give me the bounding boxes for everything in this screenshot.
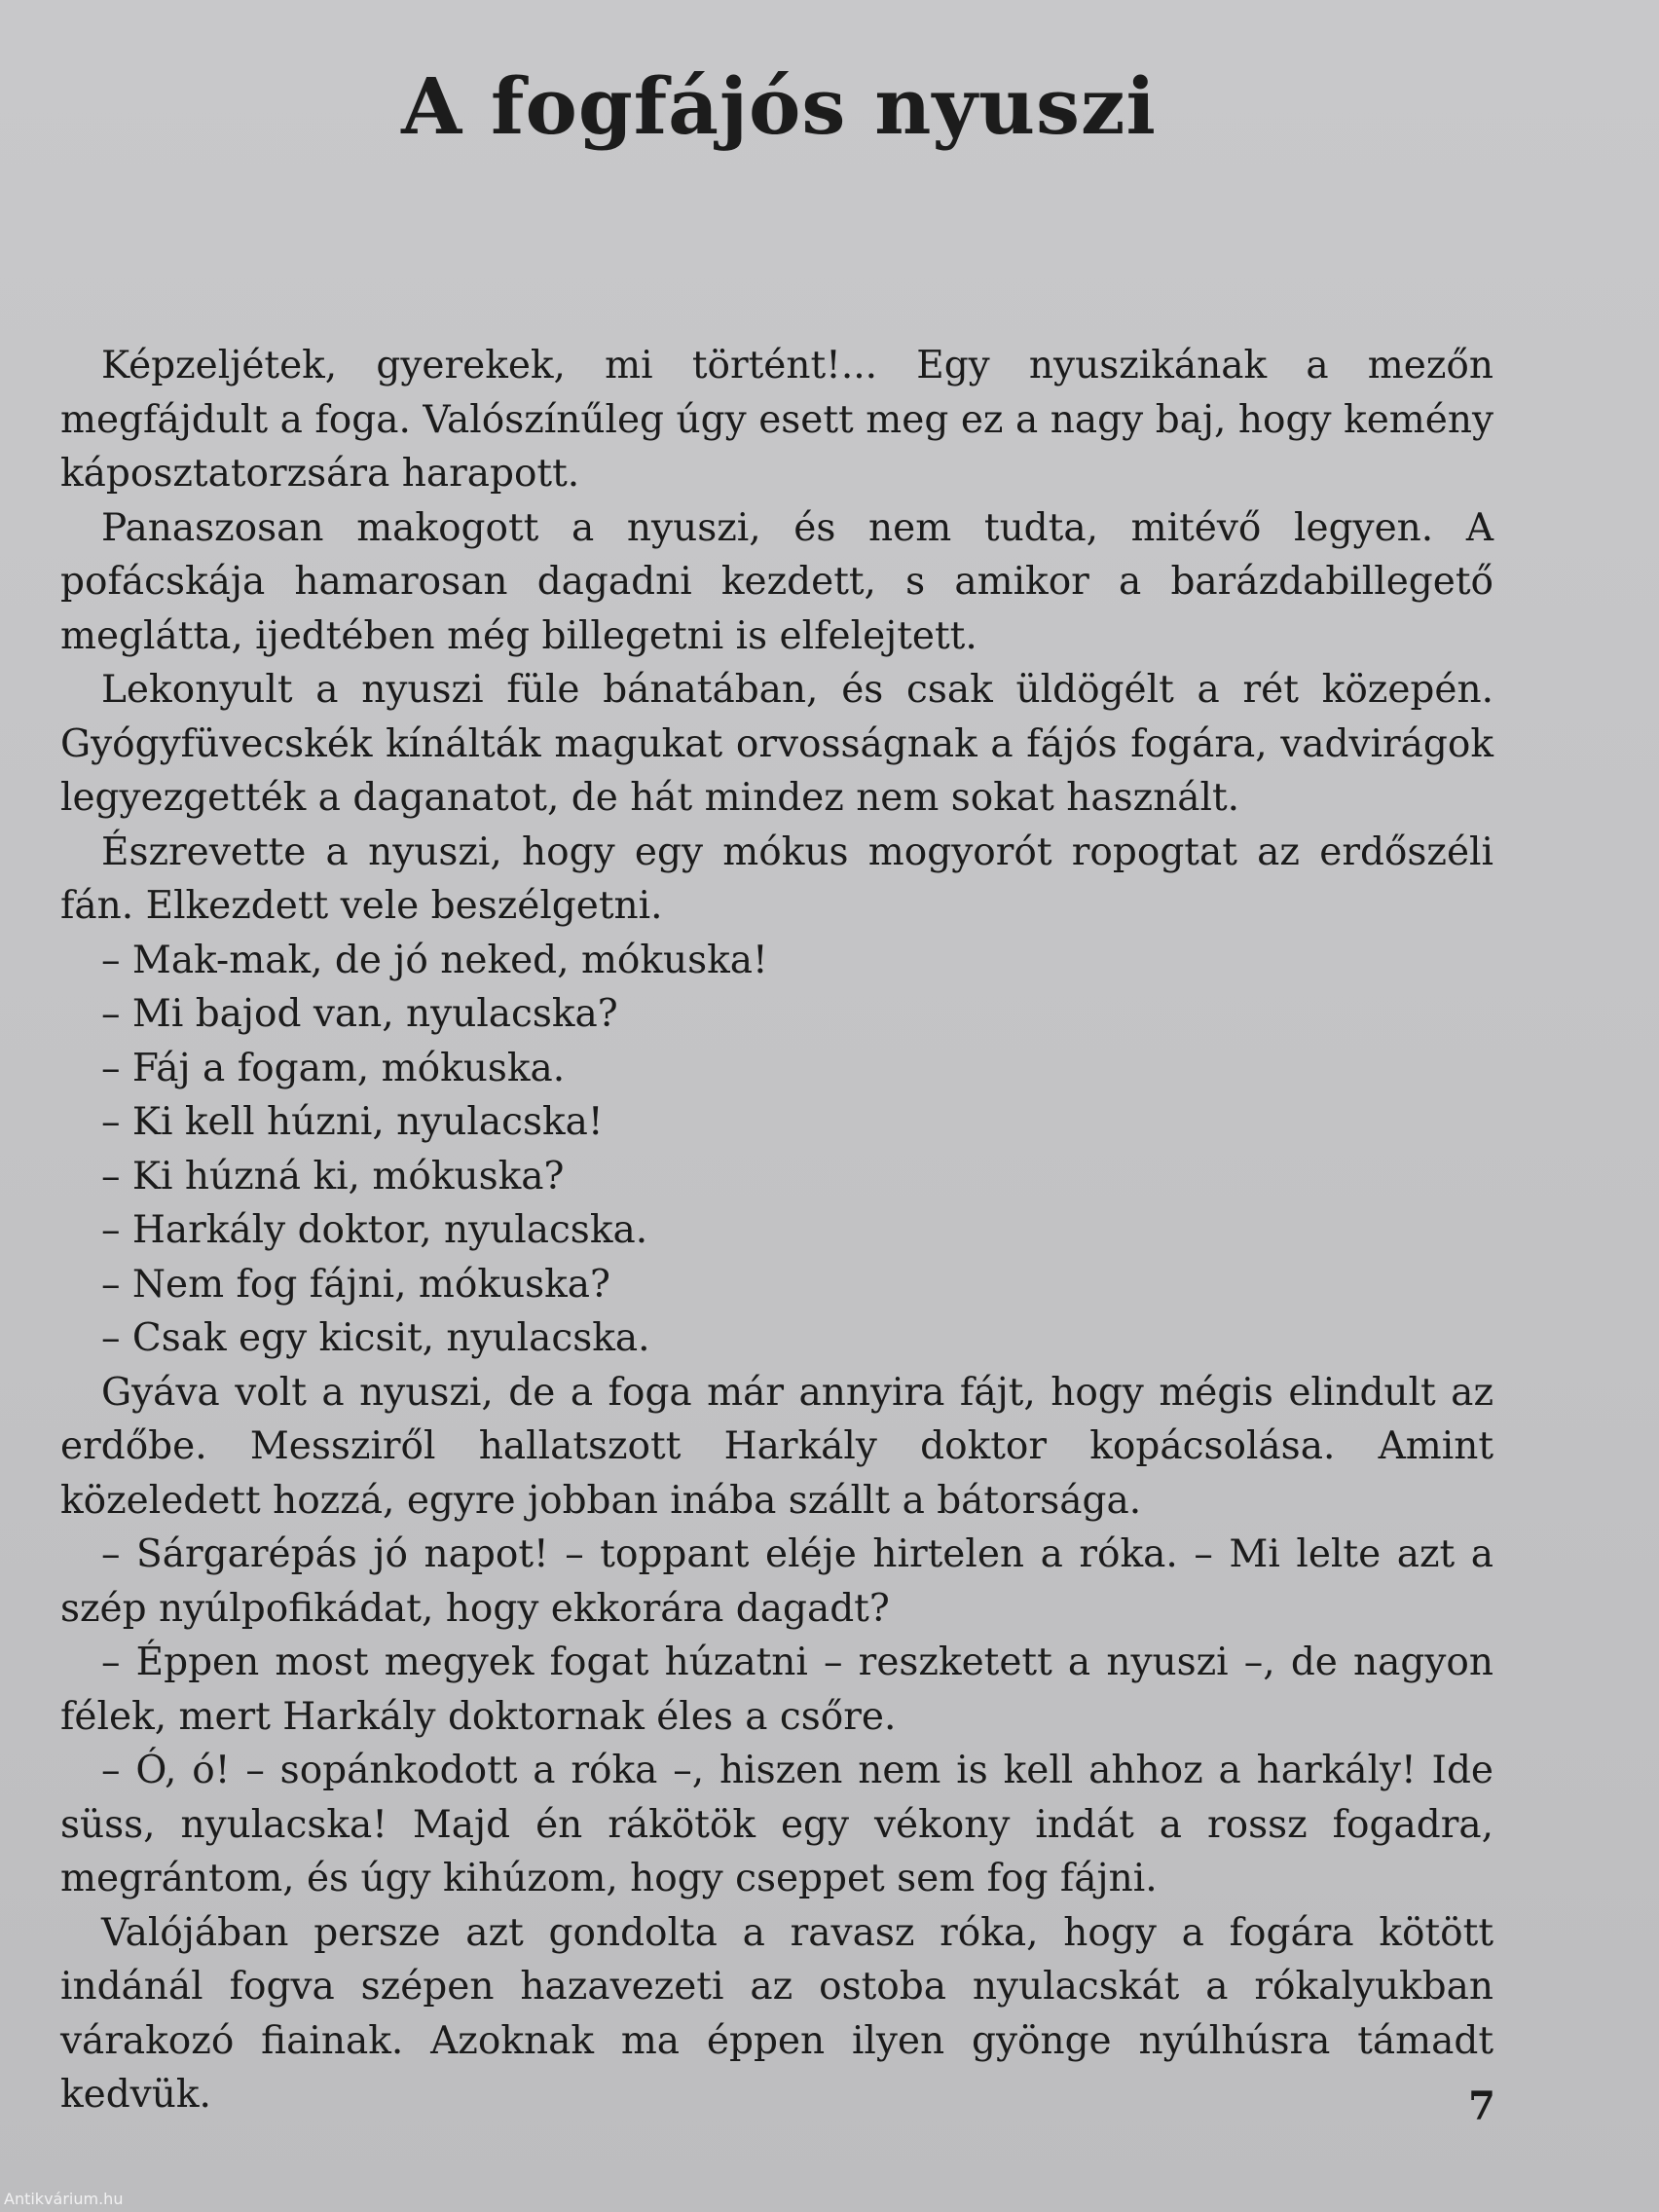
paragraph: Panaszosan makogott a nyuszi, és nem tudta, mitévő legyen. A pofácskája hamarosan dagadni kezdett, s amikor a barázdabillegető meglátta, ijedtében még billegetni is elfelejtett.: [60, 505, 1493, 658]
dialogue-line: – Ki húzná ki, mókuska?: [101, 1154, 565, 1198]
paragraph: Észrevette a nyuszi, hogy egy mókus mogyorót ropogtat az erdőszéli fán. Elkezdett vele beszélgetni.: [60, 830, 1493, 928]
paragraph: Valójában persze azt gondolta a ravasz róka, hogy a fogára kötött indánál fogva szépen hazavezeti az ostoba nyulacskát a rókalyukban várakozó fiainak. Azoknak ma éppen ilyen gyönge nyúlhúsra támadt kedvük.: [60, 1910, 1493, 2117]
dialogue-line: – Nem fog fájni, mókuska?: [101, 1262, 610, 1307]
dialogue-line: – Mi bajod van, nyulacska?: [101, 992, 618, 1036]
paragraph: Gyáva volt a nyuszi, de a foga már annyira fájt, hogy mégis elindult az erdőbe. Messziről hallatszott Harkály doktor kopácsolása. Amint közeledett hozzá, egyre jobban inába szállt a bátorsága.: [60, 1370, 1493, 1523]
dialogue-line: – Sárgarépás jó napot! – toppant eléje hirtelen a róka. – Mi lelte azt a szép nyúlpofikádat, hogy ekkorára dagadt?: [60, 1532, 1493, 1631]
dialogue-line: – Mak-mak, de jó neked, mókuska!: [101, 938, 768, 982]
page-number: 7: [1468, 2083, 1495, 2129]
chapter-title: A fogfájós nyuszi: [401, 60, 1157, 152]
dialogue-line: – Ki kell húzni, nyulacska!: [101, 1100, 604, 1144]
story-text: [60, 339, 1493, 2122]
dialogue-line: – Fáj a fogam, mókuska.: [101, 1046, 566, 1090]
dialogue-line: – Csak egy kicsit, nyulacska.: [101, 1316, 650, 1360]
dialogue-line: – Harkály doktor, nyulacska.: [101, 1208, 648, 1252]
dialogue-line: – Ó, ó! – sopánkodott a róka –, hiszen nem is kell ahhoz a harkály! Ide süss, nyulacska! Majd én rákötök egy vékony indát a rossz fogadra, megrántom, és úgy kihúzom, hogy cseppet sem fog fájni.: [60, 1749, 1493, 1900]
dialogue-line: – Éppen most megyek fogat húzatni – reszketett a nyuszi –, de nagyon félek, mert Harkály doktornak éles a csőre.: [60, 1641, 1493, 1739]
paragraph: Lekonyult a nyuszi füle bánatában, és csak üldögélt a rét közepén. Gyógyfüvecskék kínálták magukat orvosságnak a fájós fogára, vadvirágok legyezgették a daganatot, de hát mindez nem sokat használt.: [60, 668, 1493, 820]
watermark: Antikvárium.hu: [4, 2190, 124, 2208]
paragraph: Képzeljétek, gyerekek, mi történt!... Egy nyuszikának a mezőn megfájdult a foga. Valószínűleg úgy esett meg ez a nagy baj, hogy kemény káposztatorzsára harapott.: [60, 344, 1493, 496]
